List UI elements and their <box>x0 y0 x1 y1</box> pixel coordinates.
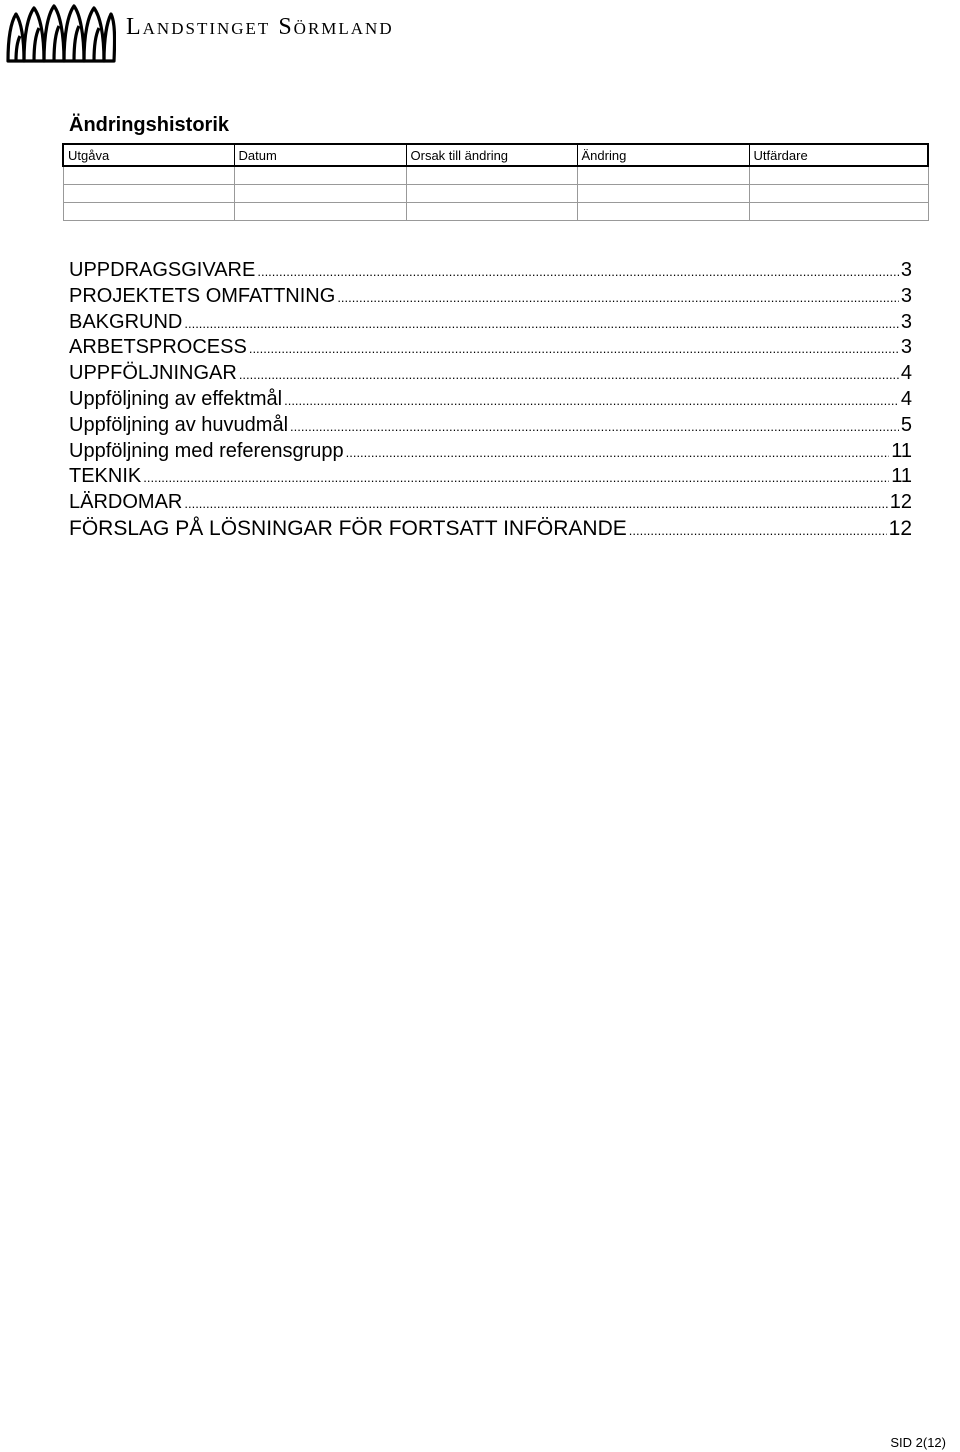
table-cell <box>63 185 234 203</box>
table-cell <box>577 166 749 185</box>
toc-page-number: 5 <box>900 413 912 436</box>
toc-page-number: 12 <box>889 491 912 514</box>
toc-leader-dots <box>143 465 889 491</box>
toc-leader-dots <box>290 414 899 440</box>
table-row <box>63 203 928 221</box>
toc-leader-dots <box>239 362 899 388</box>
toc-leader-dots <box>337 285 899 311</box>
column-header-orsak: Orsak till ändring <box>406 144 577 166</box>
toc-label: TEKNIK <box>69 465 142 488</box>
change-history-table <box>62 143 929 221</box>
toc-entry-uppfoljningar[interactable] <box>69 361 912 387</box>
table-cell <box>577 185 749 203</box>
toc-entry-projektets-omfattning[interactable] <box>69 284 912 310</box>
table-cell <box>749 203 928 221</box>
organization-name: Landstinget Sörmland <box>126 14 394 40</box>
toc-label: UPPFÖLJNINGAR <box>69 362 237 385</box>
toc-label: BAKGRUND <box>69 310 183 333</box>
toc-leader-dots <box>249 336 899 362</box>
toc-page-number: 3 <box>900 336 912 359</box>
toc-page-number: 3 <box>900 310 912 333</box>
column-header-andring: Ändring <box>577 144 749 166</box>
table-cell <box>406 203 577 221</box>
toc-page-number: 4 <box>900 387 912 410</box>
column-header-datum: Datum <box>234 144 406 166</box>
table-cell <box>406 185 577 203</box>
table-row <box>63 185 928 203</box>
table-cell <box>63 203 234 221</box>
toc-leader-dots <box>257 259 899 285</box>
toc-label: Uppföljning av huvudmål <box>69 413 289 436</box>
table-cell <box>234 166 406 185</box>
table-row <box>63 166 928 185</box>
toc-leader-dots <box>184 311 899 337</box>
toc-page-number: 3 <box>900 284 912 307</box>
toc-label: UPPDRAGSGIVARE <box>69 259 256 281</box>
toc-leader-dots <box>284 388 899 414</box>
toc-label: Uppföljning med referensgrupp <box>69 439 344 462</box>
page-number-footer: SID 2(12) <box>890 1435 946 1450</box>
table-cell <box>234 203 406 221</box>
column-header-utfardare: Utfärdare <box>749 144 928 166</box>
toc-page-number: 4 <box>900 362 912 385</box>
toc-entry-forslag-losningar[interactable] <box>69 516 912 542</box>
table-cell <box>749 185 928 203</box>
toc-page-number: 3 <box>900 259 912 281</box>
table-cell <box>577 203 749 221</box>
history-title: Ändringshistorik <box>69 114 230 136</box>
toc-leader-dots <box>184 491 887 517</box>
table-header-row <box>63 144 928 166</box>
toc-entry-uppfoljning-referensgrupp[interactable] <box>69 439 912 465</box>
table-cell <box>749 166 928 185</box>
table-cell <box>406 166 577 185</box>
toc-entry-lardomar[interactable] <box>69 490 912 516</box>
tulip-logo-icon <box>4 4 116 64</box>
toc-page-number: 11 <box>891 465 912 488</box>
toc-label: Uppföljning av effektmål <box>69 387 283 410</box>
toc-entry-uppdragsgivare[interactable] <box>69 258 912 284</box>
toc-leader-dots <box>346 440 890 466</box>
table-cell <box>234 185 406 203</box>
toc-label: LÄRDOMAR <box>69 491 183 514</box>
toc-label: PROJEKTETS OMFATTNING <box>69 284 336 307</box>
toc-entry-bakgrund[interactable] <box>69 310 912 336</box>
toc-entry-uppfoljning-effektmal[interactable] <box>69 387 912 413</box>
toc-entry-uppfoljning-huvudmal[interactable] <box>69 413 912 439</box>
toc-label: ARBETSPROCESS <box>69 336 247 359</box>
table-of-contents <box>69 258 912 542</box>
toc-label: FÖRSLAG PÅ LÖSNINGAR FÖR FORTSATT INFÖRANDE <box>69 516 627 540</box>
table-cell <box>63 166 234 185</box>
toc-entry-teknik[interactable] <box>69 464 912 490</box>
toc-entry-arbetsprocess[interactable] <box>69 335 912 361</box>
toc-page-number: 12 <box>888 516 912 540</box>
column-header-utgava: Utgåva <box>63 144 234 166</box>
toc-page-number: 11 <box>891 439 912 462</box>
toc-leader-dots <box>629 518 887 544</box>
